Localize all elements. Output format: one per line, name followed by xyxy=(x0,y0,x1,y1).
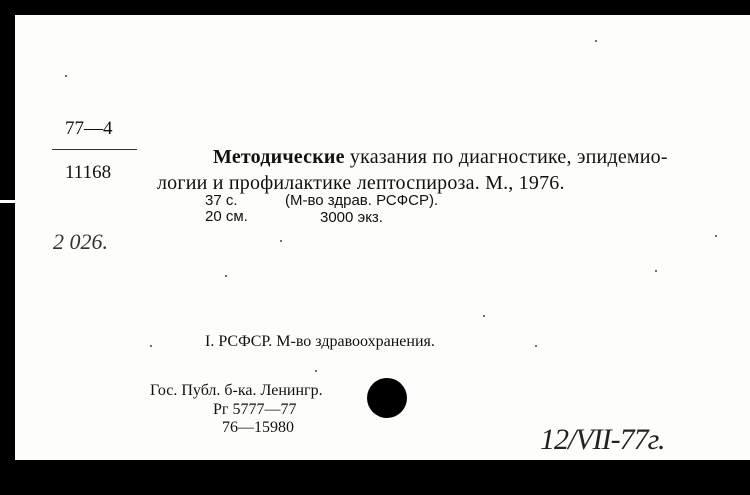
title-line-1 xyxy=(213,147,668,167)
publisher-note: (М-во здрав. РСФСР). xyxy=(285,192,439,209)
speck xyxy=(225,275,227,277)
size: 20 см. xyxy=(205,208,248,225)
speck xyxy=(535,345,537,347)
speck xyxy=(595,40,597,42)
speck xyxy=(65,75,67,77)
handwritten-note: 2 026. xyxy=(53,229,108,254)
speck xyxy=(150,345,152,347)
copies: 3000 экз. xyxy=(320,209,383,226)
subject-tracing: I. РСФСР. М-во здравоохранения. xyxy=(205,333,435,350)
call-number-divider xyxy=(52,149,137,150)
library-code-2: 76—15980 xyxy=(222,419,294,436)
speck xyxy=(483,315,485,317)
title-bold-word: Методические xyxy=(213,146,345,168)
speck xyxy=(280,240,282,242)
title-line-1-rest: указания по диагностике, эпидемио- xyxy=(344,146,668,168)
title-line-2: логии и профилактике лептоспироза. М., 1976. xyxy=(157,172,565,194)
library-name: Гос. Публ. б-ка. Ленингр. xyxy=(150,382,323,399)
handwritten-date: 12/VII-77г. xyxy=(540,423,665,456)
speck xyxy=(315,370,317,372)
edge-mark xyxy=(0,200,15,203)
call-number-bottom: 11168 xyxy=(65,162,112,183)
speck xyxy=(655,270,657,272)
call-number-top: 77—4 xyxy=(65,118,113,139)
punch-hole xyxy=(367,378,407,418)
speck xyxy=(715,235,717,237)
pages: 37 с. xyxy=(205,192,238,209)
catalog-card xyxy=(15,15,750,460)
library-code-1: Рг 5777—77 xyxy=(213,401,297,418)
